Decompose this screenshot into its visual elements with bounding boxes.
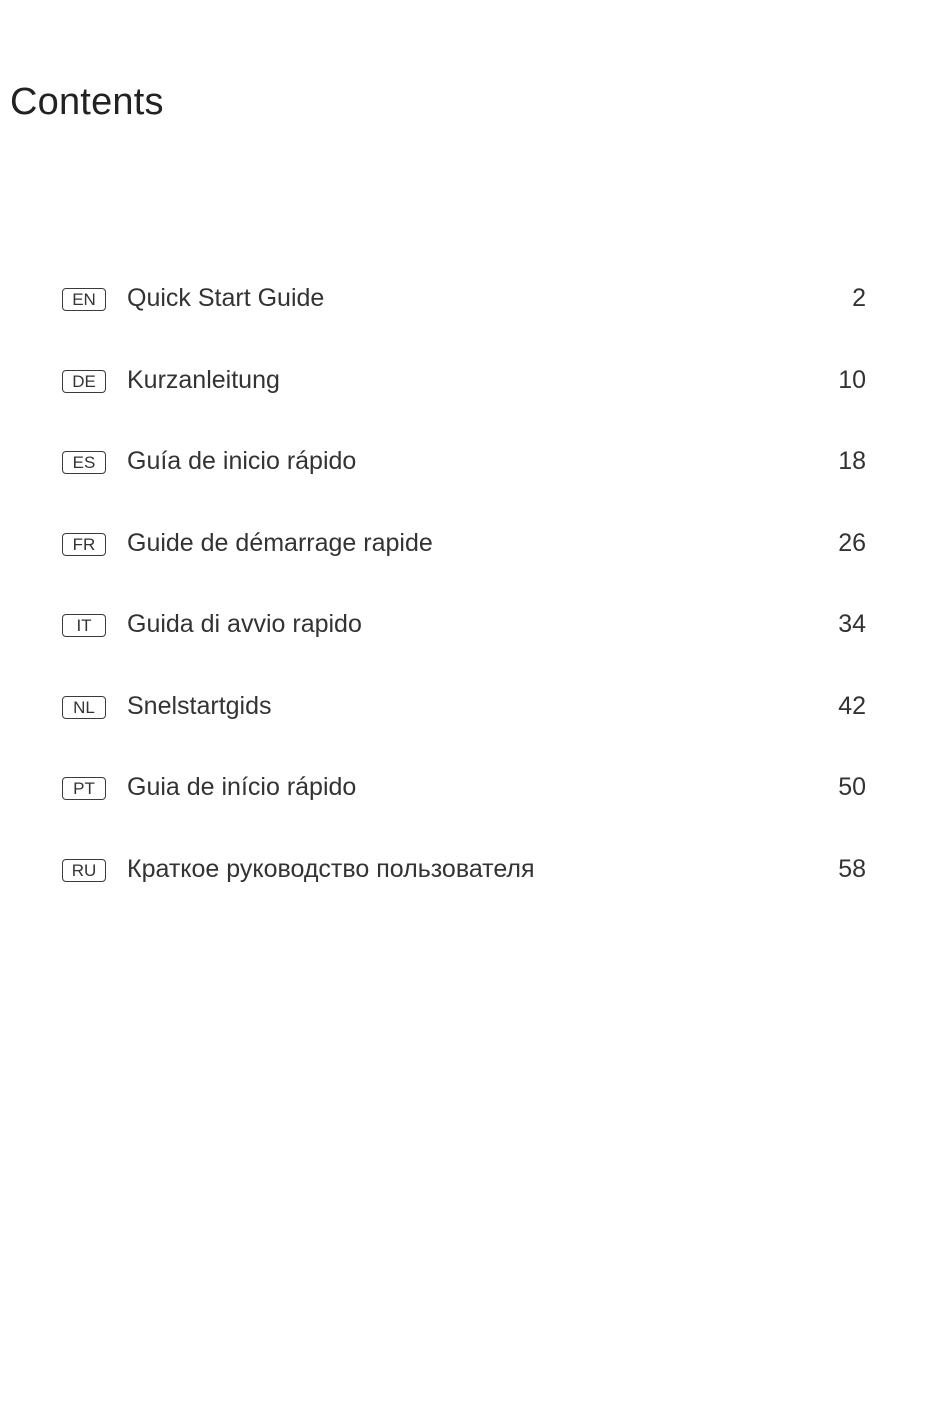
toc-entry-it[interactable]: [0, 586, 950, 668]
language-badge: NL: [62, 696, 106, 719]
toc-entry-page-number: 26: [838, 528, 866, 557]
toc-entry-title: Quick Start Guide: [127, 284, 325, 312]
language-badge: RU: [62, 859, 106, 882]
toc-entry-page-number: 42: [838, 691, 866, 720]
toc-entry-title: Краткое руководство пользователя: [127, 854, 535, 883]
toc-entry-page-number: 50: [838, 773, 866, 801]
toc-entry-fr[interactable]: [0, 505, 950, 587]
toc-entry-title: Guia de início rápido: [127, 773, 357, 801]
language-badge: DE: [62, 370, 106, 393]
language-badge: ES: [62, 451, 106, 474]
language-badge: PT: [62, 777, 106, 800]
toc-entry-pt[interactable]: [0, 749, 950, 831]
table-of-contents: [0, 260, 950, 912]
toc-entry-page-number: 18: [838, 447, 866, 475]
toc-entry-title: Snelstartgids: [127, 691, 272, 720]
toc-entry-title: Guida di avvio rapido: [127, 610, 362, 638]
toc-entry-en[interactable]: [0, 260, 950, 342]
toc-entry-page-number: 34: [838, 610, 866, 638]
toc-entry-de[interactable]: [0, 342, 950, 424]
toc-entry-title: Kurzanleitung: [127, 365, 280, 394]
language-badge: IT: [62, 614, 106, 637]
toc-entry-ru[interactable]: [0, 831, 950, 913]
toc-entry-title: Guide de démarrage rapide: [127, 528, 433, 557]
language-badge: EN: [62, 288, 106, 311]
page-title: Contents: [10, 81, 164, 123]
toc-entry-es[interactable]: [0, 423, 950, 505]
toc-entry-page-number: 2: [852, 284, 866, 312]
language-badge: FR: [62, 533, 106, 556]
toc-entry-page-number: 58: [838, 854, 866, 883]
toc-entry-title: Guía de inicio rápido: [127, 447, 357, 475]
toc-entry-page-number: 10: [838, 365, 866, 394]
toc-entry-nl[interactable]: [0, 668, 950, 750]
